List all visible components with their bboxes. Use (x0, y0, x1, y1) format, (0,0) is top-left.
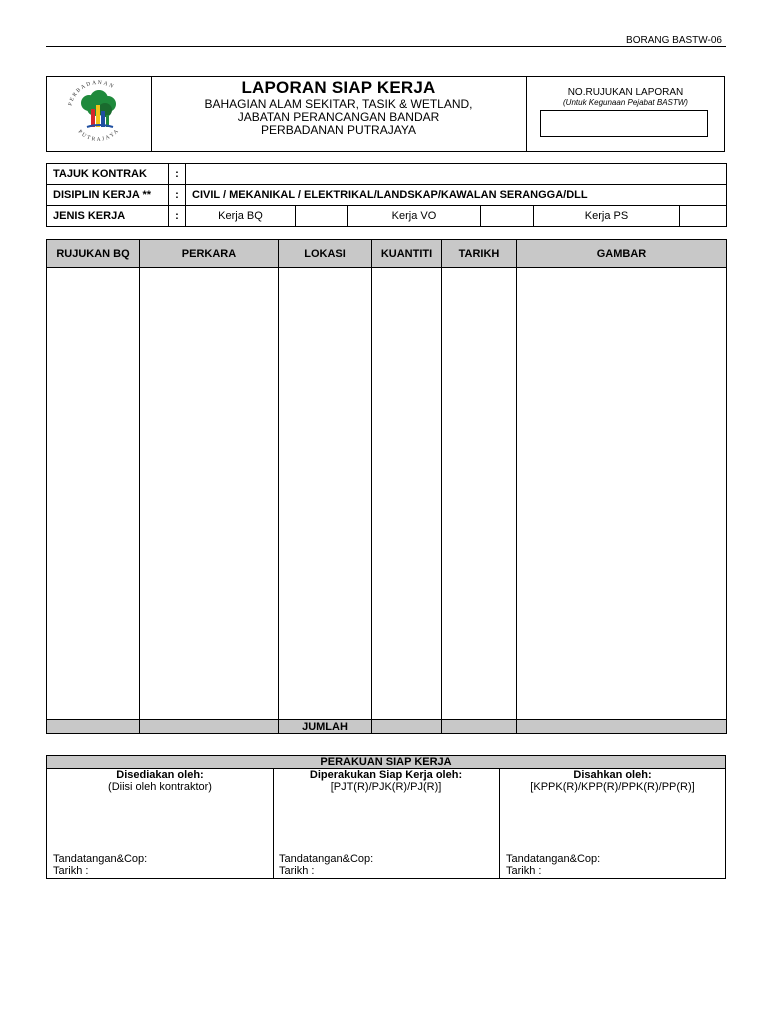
signature-label: Tandatangan&Cop: (506, 853, 601, 865)
logo-cell (47, 77, 152, 151)
certified-by-column[interactable] (273, 769, 500, 878)
department-line-1: BAHAGIAN ALAM SEKITAR, TASIK & WETLAND, (204, 97, 473, 111)
report-title: LAPORAN SIAP KERJA (241, 78, 436, 97)
table-body-row (47, 268, 727, 720)
total-cell-empty (47, 720, 140, 734)
svg-text:PUTRAJAYA (77, 127, 121, 143)
total-kuantiti-cell[interactable] (372, 720, 442, 734)
date-label: Tarikh : (279, 865, 315, 877)
perkara-cell[interactable] (140, 268, 279, 720)
option-kerja-bq-label: Kerja BQ (186, 206, 296, 227)
certification-title: PERAKUAN SIAP KERJA (47, 756, 725, 769)
table-total-row (47, 720, 727, 734)
title-cell (151, 77, 527, 151)
column-header-tarikh: TARIKH (442, 240, 517, 268)
approved-by-roles: [KPPK(R)/KPP(R)/PPK(R)/PP(R)] (530, 781, 695, 793)
form-code: BORANG BASTW-06 (626, 35, 722, 46)
work-items-table (46, 239, 727, 734)
prepared-by-note: (Diisi oleh kontraktor) (108, 781, 212, 793)
disiplin-kerja-value[interactable]: CIVIL / MEKANIKAL / ELEKTRIKAL/LANDSKAP/KAWALAN SERANGGA/DLL (186, 185, 727, 206)
department-line-3: PERBADANAN PUTRAJAYA (261, 123, 416, 137)
colon: : (169, 185, 186, 206)
total-cell-empty (517, 720, 727, 734)
total-label: JUMLAH (279, 720, 372, 734)
column-header-gambar: GAMBAR (517, 240, 727, 268)
putrajaya-logo (47, 77, 151, 151)
total-cell-empty (140, 720, 279, 734)
option-kerja-vo-checkbox[interactable] (481, 206, 534, 227)
column-header-rujukan-bq: RUJUKAN BQ (47, 240, 140, 268)
column-header-lokasi: LOKASI (279, 240, 372, 268)
colon: : (169, 206, 186, 227)
option-kerja-ps-checkbox[interactable] (680, 206, 727, 227)
reference-cell (527, 77, 724, 151)
option-kerja-vo-label: Kerja VO (348, 206, 481, 227)
tajuk-kontrak-label: TAJUK KONTRAK (47, 164, 169, 185)
prepared-by-title: Disediakan oleh: (116, 769, 204, 781)
document-header (46, 76, 725, 152)
tajuk-kontrak-field[interactable] (186, 164, 727, 185)
tarikh-cell[interactable] (442, 268, 517, 720)
contract-info-table (46, 163, 727, 227)
gambar-cell[interactable] (517, 268, 727, 720)
disiplin-kerja-row (47, 185, 727, 206)
date-label: Tarikh : (506, 865, 542, 877)
reference-note: (Untuk Kegunaan Pejabat BASTW) (563, 98, 688, 107)
top-divider (46, 46, 726, 47)
kuantiti-cell[interactable] (372, 268, 442, 720)
certified-by-title: Diperakukan Siap Kerja oleh: (309, 769, 463, 781)
prepared-by-column[interactable] (47, 769, 274, 878)
approved-by-title: Disahkan oleh: (573, 769, 652, 781)
logo-bottom-text: PUTRAJAYA (76, 127, 121, 144)
jenis-kerja-row (47, 206, 727, 227)
reference-number-field[interactable] (540, 110, 708, 137)
date-label: Tarikh : (53, 865, 89, 877)
column-header-perkara: PERKARA (140, 240, 279, 268)
department-line-2: JABATAN PERANCANGAN BANDAR (237, 110, 440, 124)
signature-label: Tandatangan&Cop: (53, 853, 148, 865)
tajuk-kontrak-row (47, 164, 727, 185)
colon: : (169, 164, 186, 185)
certification-section (46, 755, 726, 879)
jenis-kerja-label: JENIS KERJA (47, 206, 169, 227)
disiplin-kerja-label: DISIPLIN KERJA ** (47, 185, 169, 206)
certified-by-roles: [PJT(R)/PJK(R)/PJ(R)] (330, 781, 442, 793)
total-cell-empty (442, 720, 517, 734)
option-kerja-ps-label: Kerja PS (534, 206, 680, 227)
option-kerja-bq-checkbox[interactable] (296, 206, 348, 227)
column-header-kuantiti: KUANTITI (372, 240, 442, 268)
logo-top-text: PERBADANAN (67, 79, 116, 107)
table-header-row (47, 240, 727, 268)
reference-label: NO.RUJUKAN LAPORAN (567, 87, 684, 98)
lokasi-cell[interactable] (279, 268, 372, 720)
rujukan-bq-cell[interactable] (47, 268, 140, 720)
approved-by-column[interactable] (500, 769, 725, 878)
signature-label: Tandatangan&Cop: (279, 853, 374, 865)
